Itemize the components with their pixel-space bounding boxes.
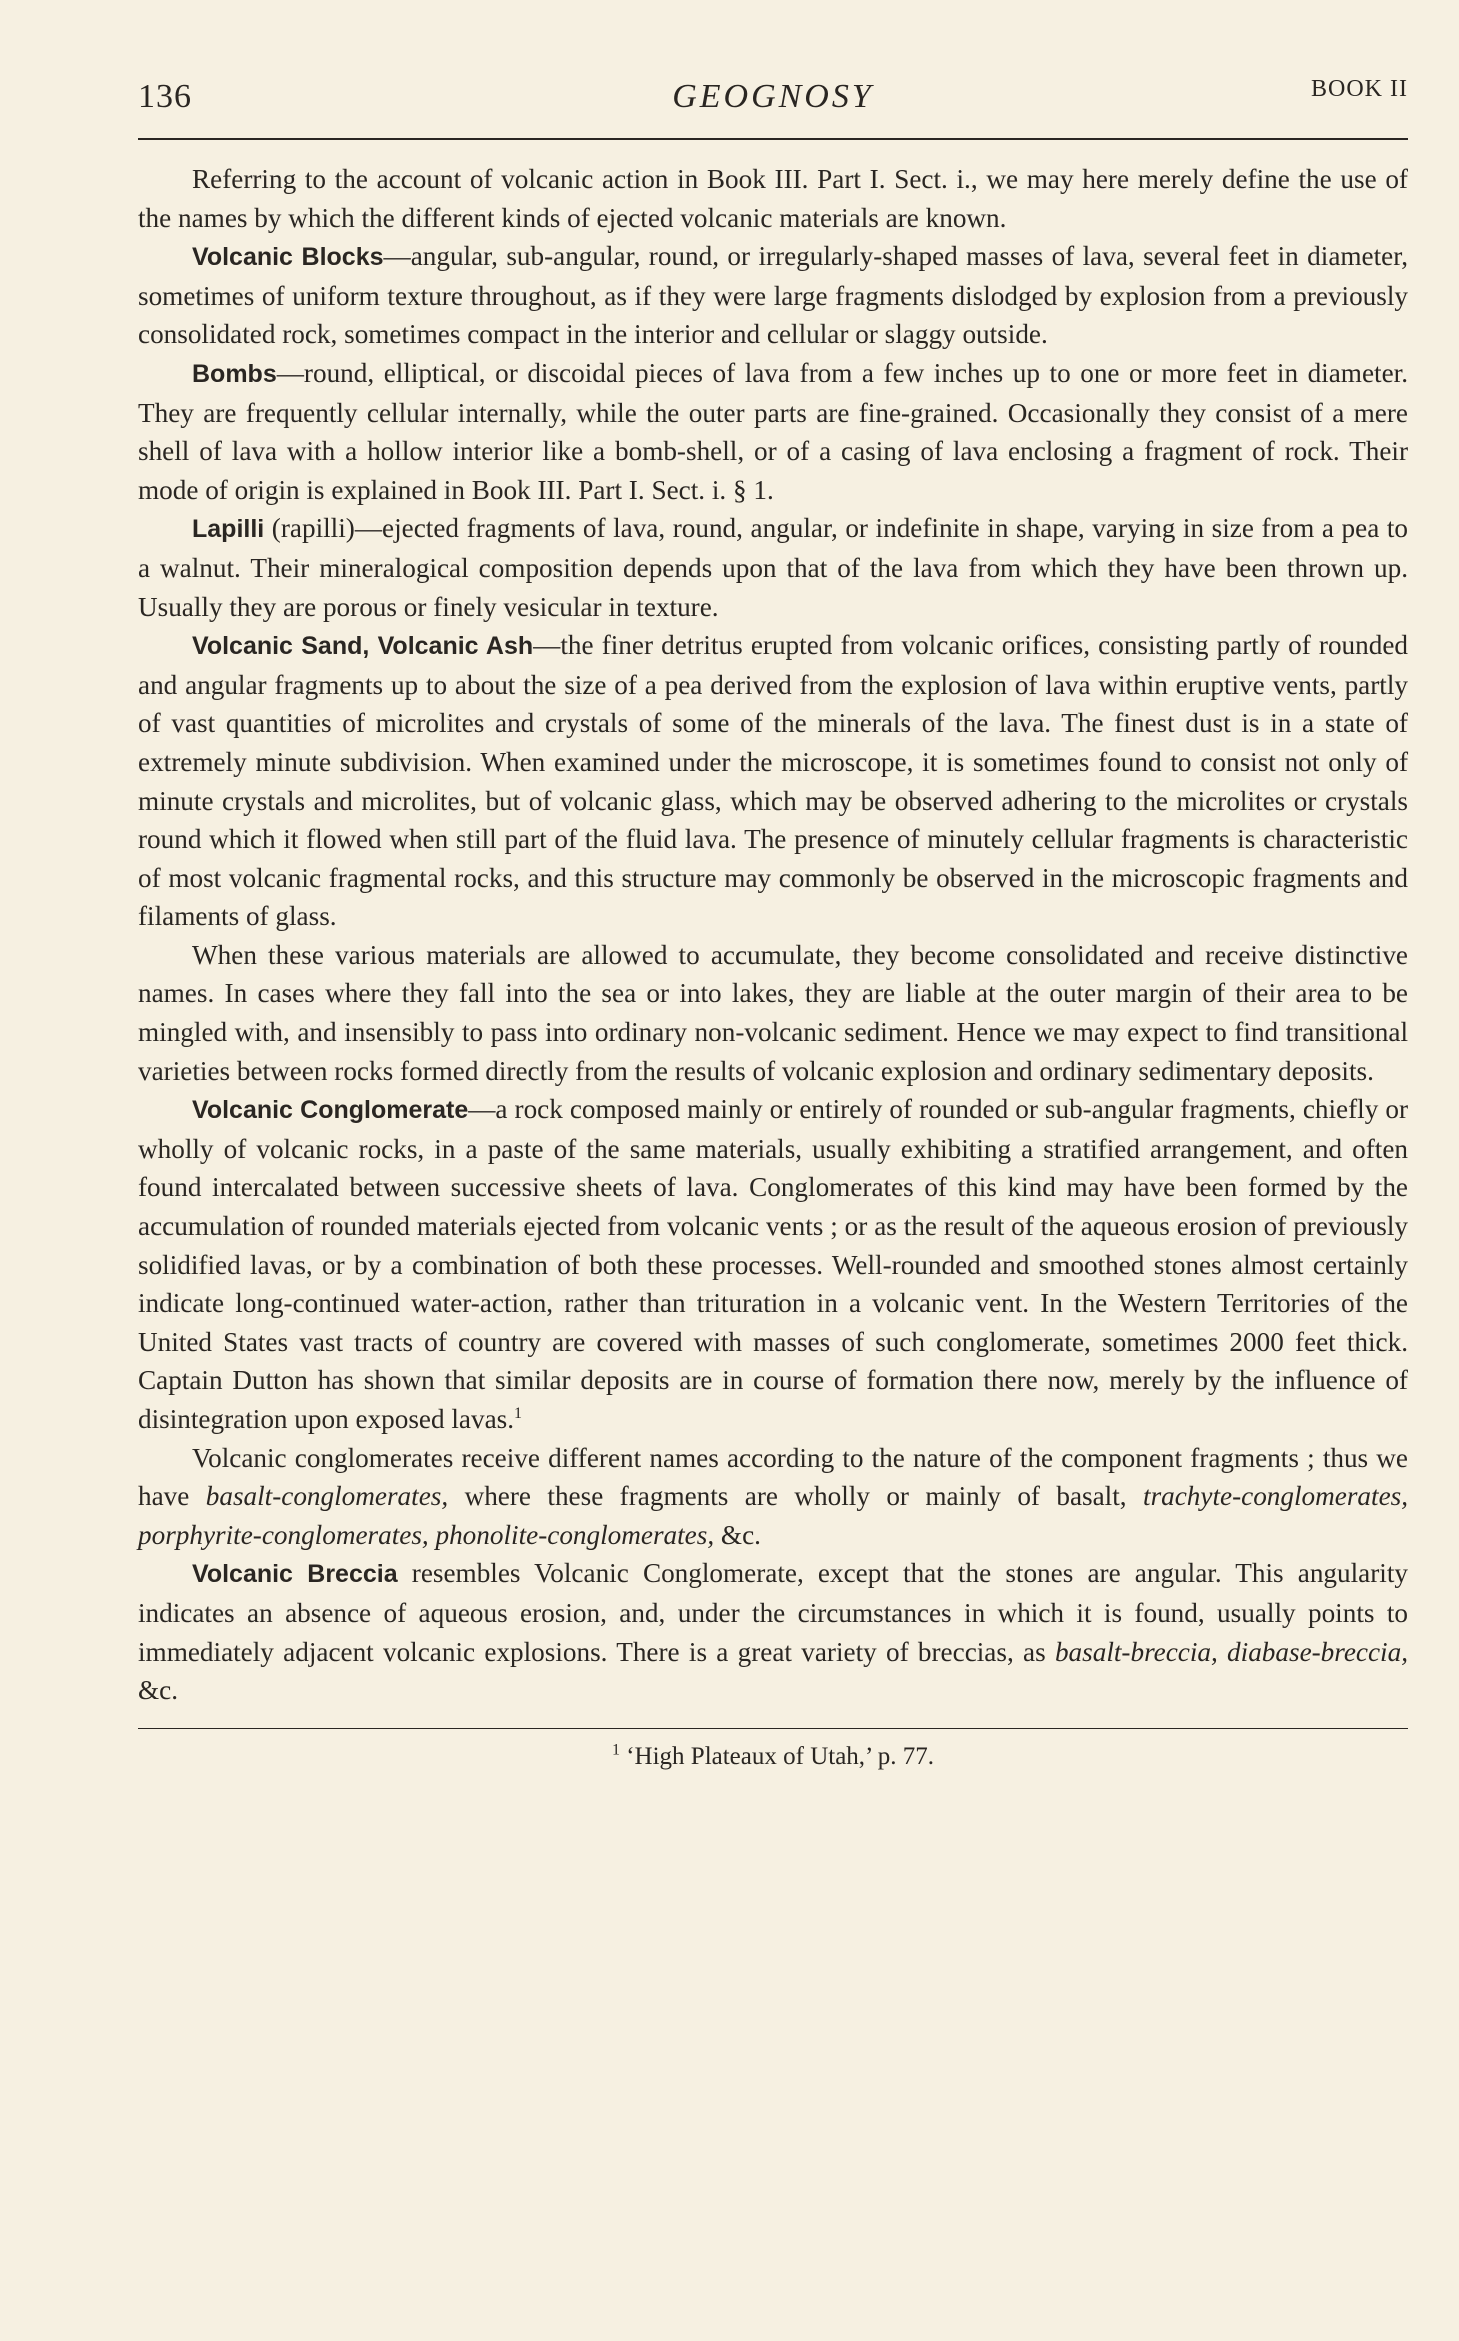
defined-term: Bombs [192,359,277,388]
paragraph-text: —angular, sub-angular, round, or irregularly-shaped masses of lava, several feet in diameter, sometimes of uniform texture throughout, as if they were large fragments dislodged by explosion from a previously consolidated rock, sometimes compact in the interior and cellular or slaggy outside. [138,241,1408,350]
paragraph [138,509,1408,626]
paragraph-text: &c. [138,1675,179,1706]
paragraph [138,160,1408,237]
paragraph [138,936,1408,1090]
paragraph [138,626,1408,936]
defined-term: Volcanic Breccia [192,1560,398,1589]
paragraph [138,237,1408,354]
paragraph-text: where these fragments are wholly or mainly of basalt, [448,1481,1144,1512]
body-text [138,160,1408,1710]
paragraph [138,1439,1408,1555]
page-number: 136 [138,78,192,115]
paragraph-text: —the finer detritus erupted from volcanic orifices, consisting partly of rounded and angular fragments up to about the size of a pea derived from the explosion of lava within eruptive vents, partly of vast quantities of microlites and crystals of some of the minerals of the lava. The finest dust is in a state of extremely minute subdivision. When examined under the microscope, it is sometimes found to consist not only of minute crystals and microlites, but of volcanic glass, which may be observed adhering to the microlites or crystals round which it flowed when still part of the fluid lava. The presence of minutely cellular fragments is characteristic of most volcanic fragmental rocks, and this structure may commonly be observed in the microscopic fragments and filaments of glass. [138,630,1408,932]
italic-term: trachyte-conglomerates, porphyrite-conglomerates, phonolite-conglomerates, [138,1481,1409,1550]
header-rule [138,138,1408,140]
paragraph-text: —round, elliptical, or discoidal pieces of lava from a few inches up to one or more feet in diameter. They are frequently cellular internally, while the outer parts are fine-grained. Occasionally they consist of a mere shell of lava with a hollow interior like a bomb-shell, or of a casing of lava enclosing a fragment of rock. Their mode of origin is explained in Book III. Part I. Sect. i. § 1. [138,357,1408,505]
paragraph-text: When these various materials are allowed to accumulate, they become consolidated and receive distinctive names. In cases where they fall into the sea or into lakes, they are liable at the outer margin of their area to be mingled with, and insensibly to pass into ordinary non-volcanic sediment. Hence we may expect to find transitional varieties between rocks formed directly from the results of volcanic explosion and ordinary sedimentary deposits. [138,939,1408,1086]
footnote-marker: 1 [611,1741,620,1759]
footnote [138,1743,1408,1771]
paragraph-text: resembles Volcanic Conglomerate, except that the stones are angular. This angularity indicates an absence of aqueous erosion, and, under the circumstances in which it is found, usually points to immediately adjacent volcanic explosions. There is a great variety of breccias, as [138,1558,1408,1667]
italic-term: basalt-conglomerates, [205,1481,449,1512]
paragraph-text: —a rock composed mainly or entirely of rounded or sub-angular fragments, chiefly or wholly of volcanic rocks, in a paste of the same materials, usually exhibiting a stratified arrangement, and often found intercalated between successive sheets of lava. Conglomerates of this kind may have been formed by the accumulation of rounded materials ejected from volcanic vents ; or as the result of the aqueous erosion of previously solidified lavas, or by a combination of both these processes. Well-rounded and smoothed stones almost certainly indicate long-continued water-action, rather than trituration in a volcanic vent. In the Western Territories of the United States vast tracts of country are covered with masses of such conglomerate, sometimes 2000 feet thick. Captain Dutton has shown that similar deposits are in course of formation there now, merely by the influence of disintegration upon exposed lavas. [138,1094,1408,1434]
paragraph-text: Volcanic conglomerates receive different names according to the nature of the component fragments ; thus we have [138,1442,1408,1512]
footnote-rule [138,1728,1408,1729]
defined-term: Volcanic Conglomerate [192,1096,469,1125]
running-title: GEOGNOSY [672,78,874,115]
defined-term: Lapilli [192,515,265,544]
paragraph [138,1554,1408,1709]
paragraph [138,354,1408,509]
footnote-reference: 1 [514,1404,523,1422]
paragraph [138,1090,1408,1438]
running-head [138,70,1408,126]
defined-term: Volcanic Sand, Volcanic Ash [192,632,534,661]
paragraph-text: (rapilli)—ejected fragments of lava, round, angular, or indefinite in shape, varying in size from a pea to a walnut. Their mineralogical composition depends upon that of the lava from which they have been thrown up. Usually they are porous or finely vesicular in texture. [138,513,1408,622]
footnote-text: ‘High Plateaux of Utah,’ p. 77. [619,1742,935,1770]
paragraph-text: &c. [714,1519,761,1550]
page [138,70,1408,2320]
defined-term: Volcanic Blocks [192,243,384,272]
book-label: BOOK II [1311,76,1408,102]
italic-term: basalt-breccia, diabase-breccia, [1054,1636,1408,1667]
paragraph-text: Referring to the account of volcanic action in Book III. Part I. Sect. i., we may here merely define the use of the names by which the different kinds of ejected volcanic materials are known. [138,164,1408,233]
